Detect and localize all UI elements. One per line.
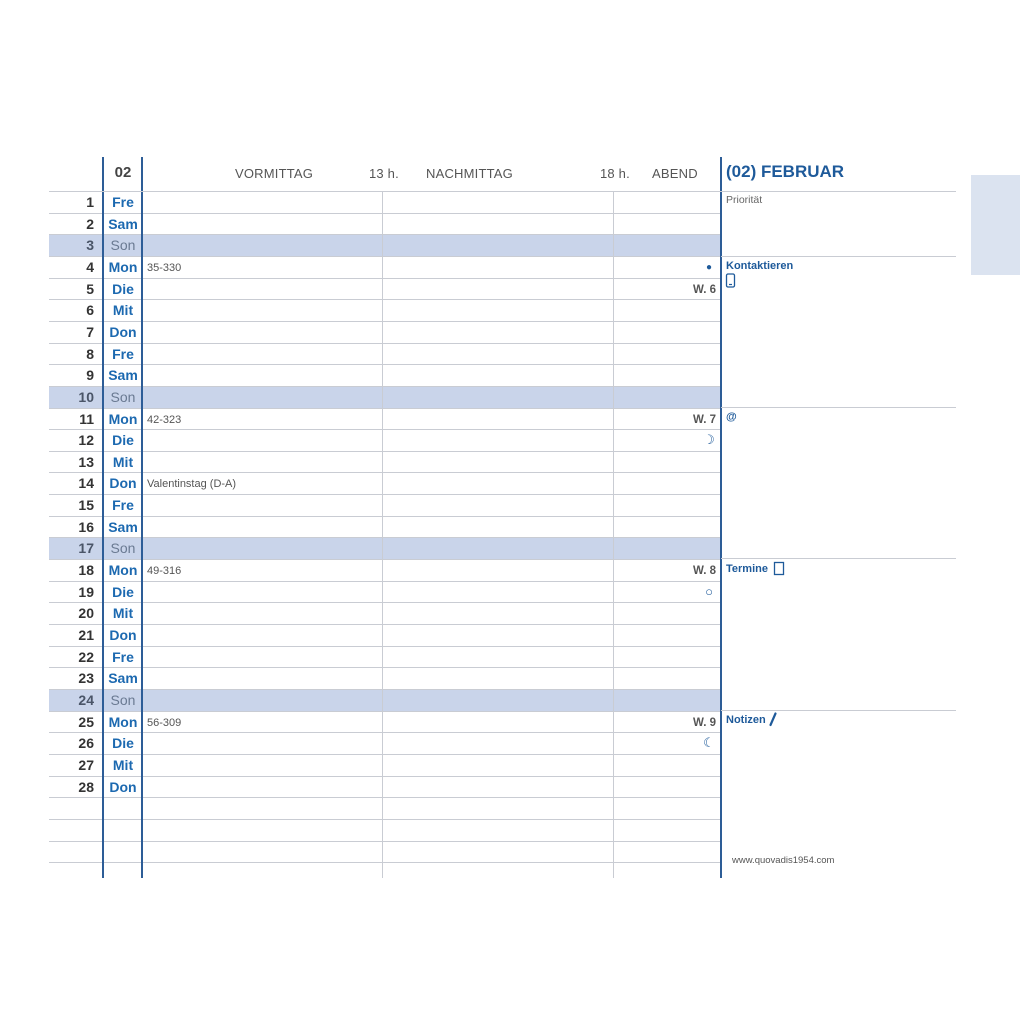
day-number: 10 <box>78 388 94 405</box>
day-name: Son <box>110 691 136 708</box>
month-number: 02 <box>114 164 132 181</box>
row-line <box>49 841 720 842</box>
day-entry-cell[interactable] <box>143 668 720 689</box>
day-entry-cell[interactable] <box>143 344 720 365</box>
day-number: 1 <box>86 194 94 210</box>
new-moon-icon: ○ <box>705 583 713 599</box>
day-entry-cell[interactable] <box>143 235 720 256</box>
month-tab[interactable] <box>971 175 1020 275</box>
pencil-icon <box>768 712 778 727</box>
day-name: Fre <box>112 194 134 210</box>
day-number: 7 <box>86 323 94 340</box>
first-quarter-moon-icon: ☽ <box>703 432 715 448</box>
row-line <box>49 862 720 863</box>
day-number: 3 <box>86 237 94 254</box>
day-number: 6 <box>86 302 94 319</box>
day-name: Son <box>110 540 136 557</box>
day-number: 17 <box>78 540 94 557</box>
day-number: 21 <box>78 627 94 643</box>
day-number: 27 <box>78 756 94 773</box>
day-name: Die <box>112 280 134 297</box>
time-18-label: 18 h. <box>600 166 630 181</box>
day-entry-cell[interactable] <box>143 409 720 430</box>
day-entry-cell[interactable] <box>143 452 720 473</box>
day-number: 20 <box>78 605 94 622</box>
email-at-label: @ <box>726 411 737 423</box>
day-name: Sam <box>108 215 138 232</box>
day-number: 11 <box>79 410 94 427</box>
column-divider <box>720 157 722 878</box>
day-entry-cell[interactable] <box>143 300 720 321</box>
day-number: 8 <box>86 345 94 362</box>
day-name: Mon <box>108 562 138 579</box>
phone-icon <box>725 273 736 288</box>
day-name: Don <box>109 475 137 492</box>
day-name: Son <box>110 388 136 405</box>
week-number: W. 9 <box>692 716 716 729</box>
day-entry-cell[interactable] <box>143 387 720 408</box>
day-entry-cell[interactable] <box>143 712 720 733</box>
day-name: Die <box>112 432 134 449</box>
day-number: 22 <box>78 648 94 665</box>
day-name: Mit <box>112 605 134 622</box>
day-entry-cell[interactable] <box>143 603 720 624</box>
divider <box>721 407 956 408</box>
time-13-label: 13 h. <box>369 166 399 181</box>
divider <box>721 558 956 559</box>
day-name: Don <box>109 323 137 340</box>
day-entry-cell[interactable] <box>143 430 720 451</box>
day-note: 35-330 <box>147 261 182 274</box>
day-name: Fre <box>112 648 134 665</box>
day-name: Sam <box>108 367 138 384</box>
day-entry-cell[interactable] <box>143 647 720 668</box>
day-name: Fre <box>112 497 134 514</box>
day-number: 28 <box>78 778 94 795</box>
day-name: Sam <box>108 518 138 535</box>
day-number: 25 <box>78 713 94 730</box>
website-url[interactable]: www.quovadis1954.com <box>732 855 835 866</box>
day-entry-cell[interactable] <box>143 625 720 646</box>
notes-label: Notizen <box>726 714 766 726</box>
day-name: Fre <box>112 345 134 362</box>
day-entry-cell[interactable] <box>143 192 720 213</box>
full-moon-icon: ● <box>705 261 713 273</box>
day-name: Mit <box>112 756 134 773</box>
abend-label: ABEND <box>652 166 698 181</box>
day-number: 16 <box>78 518 94 535</box>
divider <box>721 256 956 257</box>
day-entry-cell[interactable] <box>143 560 720 581</box>
week-number: W. 7 <box>692 413 716 426</box>
day-number: 19 <box>78 583 94 600</box>
day-entry-cell[interactable] <box>143 517 720 538</box>
day-entry-cell[interactable] <box>143 279 720 300</box>
day-name: Die <box>112 583 134 600</box>
day-entry-cell[interactable] <box>143 690 720 711</box>
day-number: 13 <box>78 453 94 470</box>
day-name: Die <box>112 735 134 752</box>
notepad-icon <box>773 561 785 576</box>
priority-label: Priorität <box>726 194 763 206</box>
day-number: 18 <box>78 562 94 579</box>
day-entry-cell[interactable] <box>143 365 720 386</box>
day-number: 26 <box>78 735 94 752</box>
day-number: 15 <box>78 497 94 514</box>
day-name: Mit <box>112 453 134 470</box>
vormittag-label: VORMITTAG <box>235 166 314 181</box>
day-entry-cell[interactable] <box>143 214 720 235</box>
nachmittag-label: NACHMITTAG <box>426 166 513 181</box>
day-note: 42-323 <box>147 413 182 426</box>
day-entry-cell[interactable] <box>143 582 720 603</box>
day-name: Mon <box>108 713 138 730</box>
day-number: 5 <box>86 280 94 297</box>
day-entry-cell[interactable] <box>143 257 720 278</box>
row-line <box>49 819 720 820</box>
day-number: 23 <box>78 670 94 687</box>
day-name: Son <box>110 237 136 254</box>
day-note: 56-309 <box>147 716 182 729</box>
day-name: Sam <box>108 670 138 687</box>
day-number: 12 <box>78 432 94 449</box>
week-number: W. 8 <box>692 565 716 578</box>
day-number: 2 <box>86 215 94 232</box>
day-name: Don <box>109 778 137 795</box>
divider <box>721 710 956 711</box>
day-name: Mit <box>112 302 134 319</box>
day-entry-cell[interactable] <box>143 755 720 776</box>
day-number: 4 <box>86 258 94 275</box>
day-entry-cell[interactable] <box>143 538 720 559</box>
day-number: 14 <box>78 475 94 492</box>
day-entry-cell[interactable] <box>143 495 720 516</box>
day-entry-cell[interactable] <box>143 777 720 798</box>
month-title: (02) FEBRUAR <box>726 162 845 181</box>
week-number: W. 6 <box>692 283 716 296</box>
contact-label: Kontaktieren <box>726 260 794 272</box>
last-quarter-moon-icon: ☾ <box>703 735 715 751</box>
header-divider <box>49 191 956 192</box>
day-number: 9 <box>86 367 94 384</box>
day-entry-cell[interactable] <box>143 733 720 754</box>
appointments-label: Termine <box>726 563 768 575</box>
day-name: Mon <box>108 410 138 427</box>
day-name: Mon <box>108 258 138 275</box>
day-note: Valentinstag (D-A) <box>147 478 237 491</box>
day-note: 49-316 <box>147 565 182 578</box>
day-number: 24 <box>78 691 94 708</box>
day-name: Don <box>109 627 137 643</box>
day-entry-cell[interactable] <box>143 322 720 343</box>
